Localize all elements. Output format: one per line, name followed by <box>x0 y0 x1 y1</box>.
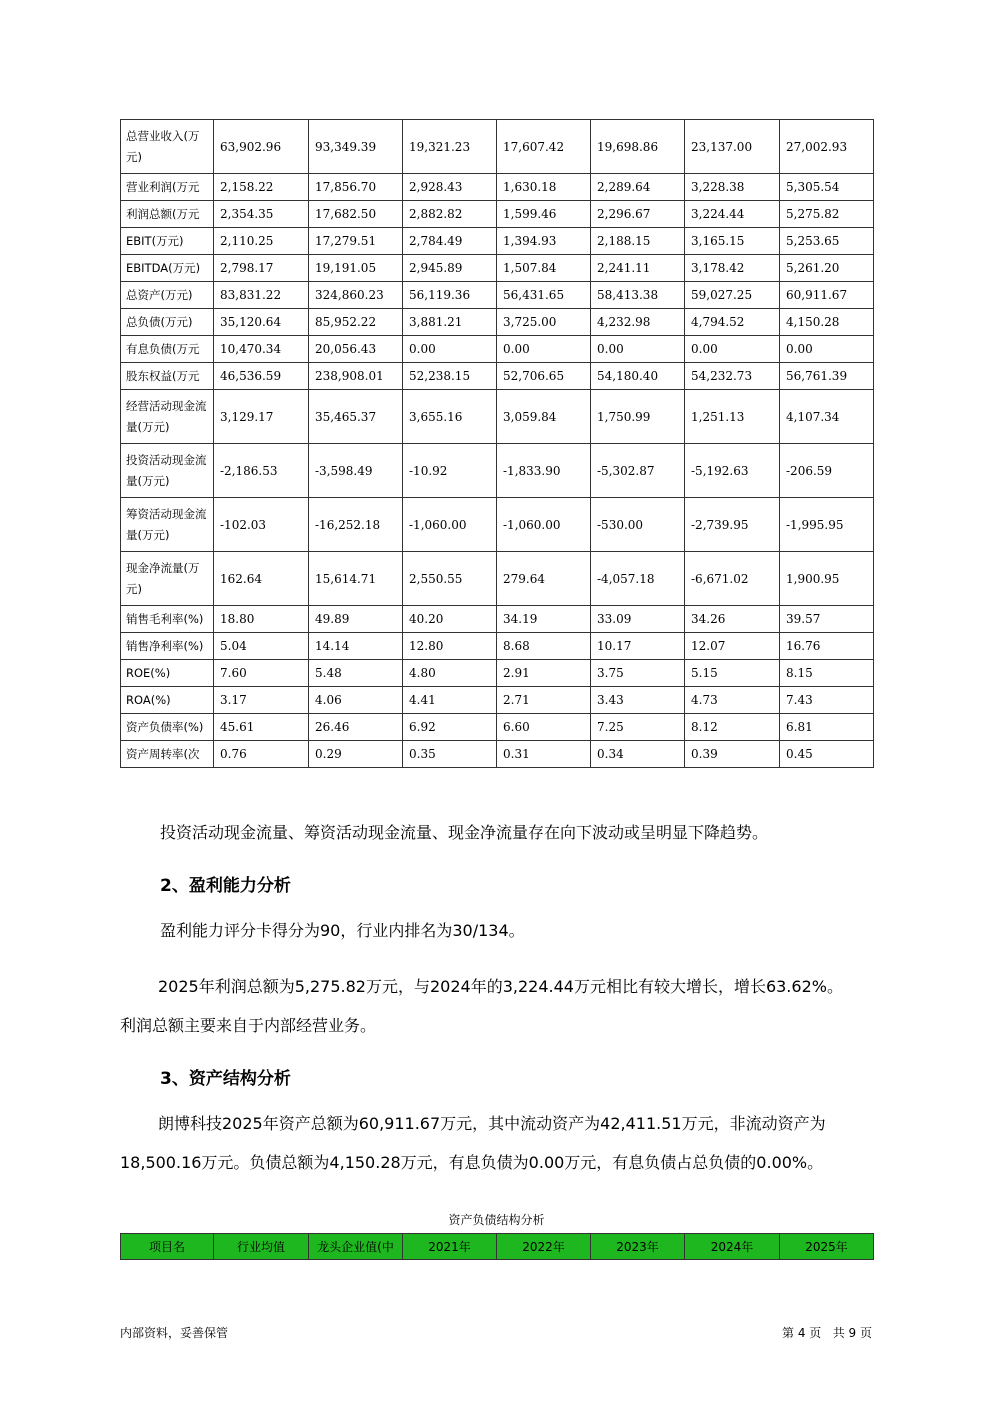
table-cell: 3,178.42 <box>685 255 780 282</box>
table-cell: 4,794.52 <box>685 309 780 336</box>
table-cell: 7.43 <box>780 687 874 714</box>
row-label: EBITDA(万元) <box>121 255 214 282</box>
table-cell: 4.41 <box>403 687 497 714</box>
table-cell: 324,860.23 <box>309 282 403 309</box>
table-cell: 5,261.20 <box>780 255 874 282</box>
table-cell: 0.76 <box>214 741 309 768</box>
table-cell: 23,137.00 <box>685 120 780 174</box>
table-cell: 2,354.35 <box>214 201 309 228</box>
table-cell: 54,232.73 <box>685 363 780 390</box>
asset-detail-line-1: 朗博科技2025年资产总额为60,911.67万元，其中流动资产为42,411.51万元，非流动资产为 <box>158 1114 826 1133</box>
table-cell: 3,224.44 <box>685 201 780 228</box>
table-cell: 7.25 <box>591 714 685 741</box>
table-cell: 10,470.34 <box>214 336 309 363</box>
table-cell: -5,302.87 <box>591 444 685 498</box>
table-cell: 0.00 <box>403 336 497 363</box>
table-cell: 17,279.51 <box>309 228 403 255</box>
table-row <box>121 201 874 228</box>
table-cell: -10.92 <box>403 444 497 498</box>
table-row <box>121 660 874 687</box>
table-cell: -1,833.90 <box>497 444 591 498</box>
table-cell: -3,598.49 <box>309 444 403 498</box>
table-cell: 3,129.17 <box>214 390 309 444</box>
table-cell: -1,060.00 <box>403 498 497 552</box>
table-cell: 1,251.13 <box>685 390 780 444</box>
table-cell: -1,995.95 <box>780 498 874 552</box>
table-cell: 1,507.84 <box>497 255 591 282</box>
table-cell: 1,900.95 <box>780 552 874 606</box>
table-cell: 26.46 <box>309 714 403 741</box>
table-cell: 162.64 <box>214 552 309 606</box>
table-cell: -6,671.02 <box>685 552 780 606</box>
table-cell: 83,831.22 <box>214 282 309 309</box>
table-row <box>121 228 874 255</box>
table-cell: 35,120.64 <box>214 309 309 336</box>
asset-structure-heading: 3、资产结构分析 <box>160 1069 291 1089</box>
table-cell: 3,165.15 <box>685 228 780 255</box>
header-2024: 2024年 <box>685 1234 780 1260</box>
table-cell: 3.75 <box>591 660 685 687</box>
balance-structure-table <box>120 1233 874 1260</box>
table-row <box>121 687 874 714</box>
structure-table-caption: 资产负债结构分析 <box>448 1213 545 1227</box>
table-cell: 3,725.00 <box>497 309 591 336</box>
table-cell: 279.64 <box>497 552 591 606</box>
table-cell: 2,188.15 <box>591 228 685 255</box>
table-cell: 2,784.49 <box>403 228 497 255</box>
table-cell: -16,252.18 <box>309 498 403 552</box>
table-cell: 0.45 <box>780 741 874 768</box>
table-cell: 3.17 <box>214 687 309 714</box>
row-label: 投资活动现金流量(万元) <box>121 444 214 498</box>
row-label: 总营业收入(万元) <box>121 120 214 174</box>
row-label: 销售毛利率(%) <box>121 606 214 633</box>
table-cell: 20,056.43 <box>309 336 403 363</box>
table-cell: 19,321.23 <box>403 120 497 174</box>
table-cell: 59,027.25 <box>685 282 780 309</box>
table-cell: -2,739.95 <box>685 498 780 552</box>
table-row <box>121 390 874 444</box>
header-2021: 2021年 <box>403 1234 497 1260</box>
cashflow-note-paragraph: 投资活动现金流量、筹资活动现金流量、现金净流量存在向下波动或呈明显下降趋势。 <box>160 823 769 842</box>
table-cell: 39.57 <box>780 606 874 633</box>
table-cell: 3.43 <box>591 687 685 714</box>
table-cell: 2,289.64 <box>591 174 685 201</box>
table-cell: 12.80 <box>403 633 497 660</box>
table-cell: 6.81 <box>780 714 874 741</box>
table-cell: 54,180.40 <box>591 363 685 390</box>
table-cell: 2,241.11 <box>591 255 685 282</box>
row-label: 股东权益(万元 <box>121 363 214 390</box>
table-cell: 5,253.65 <box>780 228 874 255</box>
header-item-name: 项目名 <box>121 1234 214 1260</box>
table-cell: 1,394.93 <box>497 228 591 255</box>
table-cell: 2,296.67 <box>591 201 685 228</box>
table-row <box>121 336 874 363</box>
table-cell: 7.60 <box>214 660 309 687</box>
table-cell: 1,599.46 <box>497 201 591 228</box>
table-cell: 2,928.43 <box>403 174 497 201</box>
table-cell: -4,057.18 <box>591 552 685 606</box>
profitability-score-paragraph: 盈利能力评分卡得分为90，行业内排名为30/134。 <box>160 921 525 940</box>
table-cell: 5.15 <box>685 660 780 687</box>
table-cell: 2,158.22 <box>214 174 309 201</box>
row-label: EBIT(万元) <box>121 228 214 255</box>
table-cell: 18.80 <box>214 606 309 633</box>
table-row <box>121 282 874 309</box>
table-cell: 0.31 <box>497 741 591 768</box>
row-label: 经营活动现金流量(万元) <box>121 390 214 444</box>
table-cell: 85,952.22 <box>309 309 403 336</box>
table-cell: 6.92 <box>403 714 497 741</box>
table-row <box>121 309 874 336</box>
header-2022: 2022年 <box>497 1234 591 1260</box>
table-cell: 63,902.96 <box>214 120 309 174</box>
table-row <box>121 714 874 741</box>
table-cell: -1,060.00 <box>497 498 591 552</box>
table-cell: 2,550.55 <box>403 552 497 606</box>
row-label: 筹资活动现金流量(万元) <box>121 498 214 552</box>
financial-indicators-table <box>120 119 874 768</box>
header-industry-average: 行业均值 <box>214 1234 309 1260</box>
table-cell: 58,413.38 <box>591 282 685 309</box>
table-row <box>121 255 874 282</box>
table-cell: 1,630.18 <box>497 174 591 201</box>
table-cell: 45.61 <box>214 714 309 741</box>
asset-detail-line-2: 18,500.16万元。负债总额为4,150.28万元，有息负债为0.00万元，有息负债占总负债的0.00%。 <box>120 1153 824 1172</box>
table-row <box>121 174 874 201</box>
table-row <box>121 363 874 390</box>
table-cell: 49.89 <box>309 606 403 633</box>
table-cell: 0.35 <box>403 741 497 768</box>
table-cell: 4,107.34 <box>780 390 874 444</box>
table-cell: 56,761.39 <box>780 363 874 390</box>
table-cell: -5,192.63 <box>685 444 780 498</box>
table-cell: 27,002.93 <box>780 120 874 174</box>
table-cell: 2.91 <box>497 660 591 687</box>
table-cell: 60,911.67 <box>780 282 874 309</box>
table-row <box>121 633 874 660</box>
table-cell: 2,110.25 <box>214 228 309 255</box>
row-label: 总负债(万元) <box>121 309 214 336</box>
row-label: 销售净利率(%) <box>121 633 214 660</box>
table-row <box>121 120 874 174</box>
table-row <box>121 498 874 552</box>
row-label: 利润总额(万元 <box>121 201 214 228</box>
table-cell: 52,238.15 <box>403 363 497 390</box>
table-cell: 10.17 <box>591 633 685 660</box>
table-cell: 0.29 <box>309 741 403 768</box>
row-label: 总资产(万元) <box>121 282 214 309</box>
table-cell: 14.14 <box>309 633 403 660</box>
table-cell: 4.80 <box>403 660 497 687</box>
table-cell: -206.59 <box>780 444 874 498</box>
table-cell: 8.12 <box>685 714 780 741</box>
header-2025: 2025年 <box>780 1234 874 1260</box>
table-cell: 0.00 <box>497 336 591 363</box>
table-cell: 8.68 <box>497 633 591 660</box>
table-cell: 2,945.89 <box>403 255 497 282</box>
table-cell: 5,275.82 <box>780 201 874 228</box>
table-cell: 17,682.50 <box>309 201 403 228</box>
header-2023: 2023年 <box>591 1234 685 1260</box>
table-cell: 4,150.28 <box>780 309 874 336</box>
table-cell: 3,655.16 <box>403 390 497 444</box>
table-cell: 40.20 <box>403 606 497 633</box>
table-cell: 15,614.71 <box>309 552 403 606</box>
table-cell: 4,232.98 <box>591 309 685 336</box>
table-cell: 0.00 <box>591 336 685 363</box>
table-cell: 34.19 <box>497 606 591 633</box>
profit-detail-line-1: 2025年利润总额为5,275.82万元，与2024年的3,224.44万元相比有较大增长，增长63.62%。 <box>158 977 843 996</box>
table-cell: 56,431.65 <box>497 282 591 309</box>
profit-detail-line-2: 利润总额主要来自于内部经营业务。 <box>120 1016 377 1035</box>
table-cell: 19,191.05 <box>309 255 403 282</box>
table-cell: 3,228.38 <box>685 174 780 201</box>
profitability-heading: 2、盈利能力分析 <box>160 876 291 896</box>
table-row <box>121 606 874 633</box>
table-cell: 6.60 <box>497 714 591 741</box>
table-cell: 2,882.82 <box>403 201 497 228</box>
row-label: 资产负债率(%) <box>121 714 214 741</box>
table-cell: 35,465.37 <box>309 390 403 444</box>
table-cell: 17,607.42 <box>497 120 591 174</box>
table-cell: 0.39 <box>685 741 780 768</box>
table-cell: 238,908.01 <box>309 363 403 390</box>
table-cell: -2,186.53 <box>214 444 309 498</box>
table-cell: 5.04 <box>214 633 309 660</box>
structure-header-row <box>121 1234 874 1260</box>
table-cell: 19,698.86 <box>591 120 685 174</box>
table-cell: 17,856.70 <box>309 174 403 201</box>
table-cell: 5.48 <box>309 660 403 687</box>
table-cell: -530.00 <box>591 498 685 552</box>
table-cell: 4.73 <box>685 687 780 714</box>
footer-confidential: 内部资料，妥善保管 <box>120 1326 229 1340</box>
table-cell: 33.09 <box>591 606 685 633</box>
row-label: 营业利润(万元 <box>121 174 214 201</box>
table-row <box>121 741 874 768</box>
table-cell: 16.76 <box>780 633 874 660</box>
table-cell: 2.71 <box>497 687 591 714</box>
table-cell: 0.34 <box>591 741 685 768</box>
table-cell: 3,059.84 <box>497 390 591 444</box>
table-cell: 1,750.99 <box>591 390 685 444</box>
table-cell: 0.00 <box>780 336 874 363</box>
table-cell: -102.03 <box>214 498 309 552</box>
table-cell: 46,536.59 <box>214 363 309 390</box>
table-cell: 0.00 <box>685 336 780 363</box>
table-cell: 52,706.65 <box>497 363 591 390</box>
table-row <box>121 444 874 498</box>
table-cell: 8.15 <box>780 660 874 687</box>
row-label: 资产周转率(次 <box>121 741 214 768</box>
footer-page-number: 第 4 页 共 9 页 <box>782 1326 872 1340</box>
table-row <box>121 552 874 606</box>
row-label: ROE(%) <box>121 660 214 687</box>
table-cell: 5,305.54 <box>780 174 874 201</box>
table-cell: 2,798.17 <box>214 255 309 282</box>
table-cell: 93,349.39 <box>309 120 403 174</box>
table-cell: 12.07 <box>685 633 780 660</box>
table-cell: 34.26 <box>685 606 780 633</box>
table-cell: 3,881.21 <box>403 309 497 336</box>
table-cell: 56,119.36 <box>403 282 497 309</box>
row-label: 现金净流量(万元) <box>121 552 214 606</box>
table-cell: 4.06 <box>309 687 403 714</box>
row-label: ROA(%) <box>121 687 214 714</box>
header-leader-value: 龙头企业值(中 <box>309 1234 403 1260</box>
row-label: 有息负债(万元 <box>121 336 214 363</box>
